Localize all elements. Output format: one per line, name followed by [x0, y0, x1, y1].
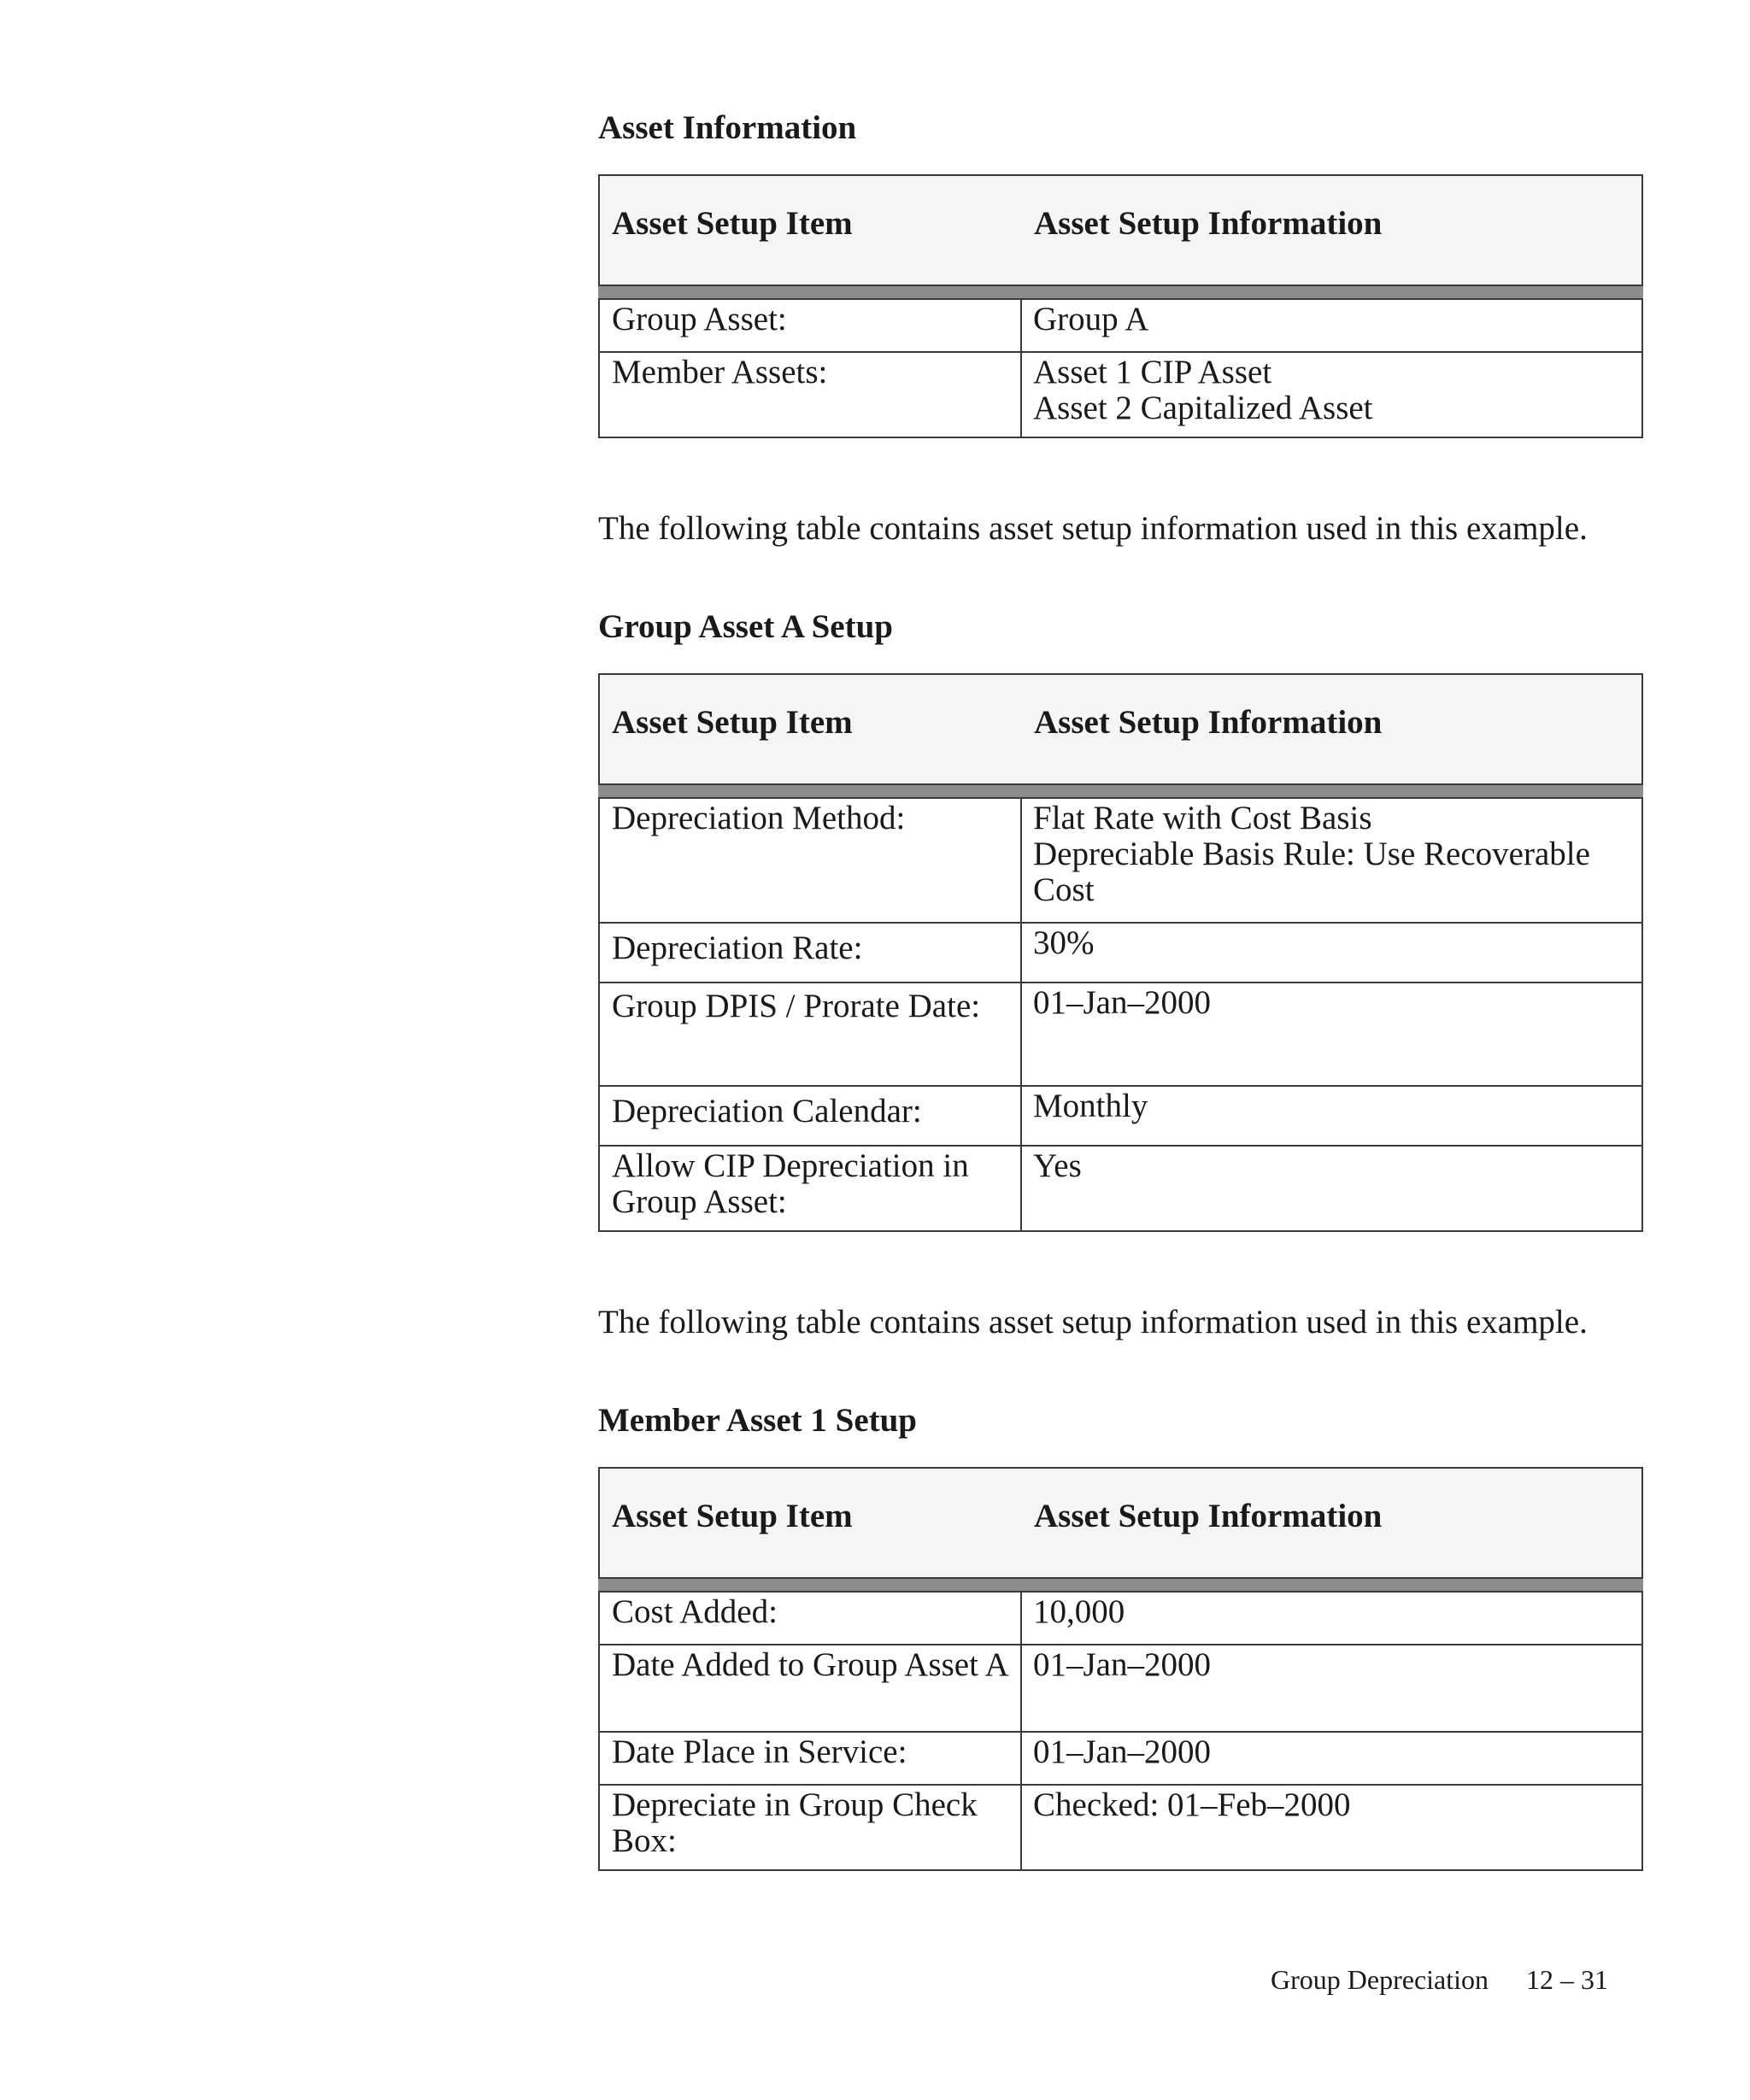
header-rule [598, 785, 1643, 797]
page-footer [1271, 1964, 1608, 1995]
table-row [600, 298, 1641, 351]
table-row [600, 1731, 1641, 1784]
row-item: Depreciate in Group Check Box: [600, 1786, 1022, 1869]
row-info: Asset 1 CIP Asset Asset 2 Capitalized Asset [1033, 354, 1373, 426]
column-header-item: Asset Setup Item [612, 205, 853, 242]
column-header-item: Asset Setup Item [612, 1498, 853, 1534]
footer-page-number: 12 – 31 [1526, 1964, 1609, 1995]
row-info: Checked: 01–Feb–2000 [1033, 1786, 1351, 1823]
table-row [600, 1145, 1641, 1230]
table-header [598, 673, 1643, 785]
column-header-item: Asset Setup Item [612, 704, 853, 741]
row-info: 30% [1033, 924, 1095, 961]
table-row [600, 1644, 1641, 1731]
table-group-asset-a-setup [598, 673, 1643, 1232]
column-header-information: Asset Setup Information [1034, 205, 1383, 242]
column-header-information: Asset Setup Information [1034, 1498, 1383, 1534]
row-info: 10,000 [1033, 1593, 1125, 1630]
intro-paragraph: The following table contains asset setup information used in this example. [598, 1304, 1588, 1340]
row-info: Yes [1033, 1147, 1082, 1184]
row-item: Group DPIS / Prorate Date: [600, 983, 1022, 1085]
table-body [598, 298, 1643, 438]
intro-paragraph: The following table contains asset setup information used in this example. [598, 510, 1588, 547]
table-member-asset-1-setup [598, 1467, 1643, 1871]
column-header-information: Asset Setup Information [1034, 704, 1383, 741]
table-row [600, 1784, 1641, 1869]
row-item: Allow CIP Depreciation in Group Asset: [600, 1147, 1022, 1230]
row-info: 01–Jan–2000 [1033, 984, 1211, 1021]
table-row [600, 982, 1641, 1085]
table-row [600, 1591, 1641, 1644]
row-item: Depreciation Calendar: [600, 1087, 1022, 1145]
row-item: Depreciation Rate: [600, 924, 1022, 982]
table-body [598, 1591, 1643, 1871]
table-row [600, 922, 1641, 982]
table-row [600, 1085, 1641, 1145]
row-info: 01–Jan–2000 [1033, 1733, 1211, 1770]
table-row [600, 797, 1641, 922]
row-item: Depreciation Method: [600, 799, 1022, 922]
section-title-asset-information: Asset Information [598, 109, 857, 146]
header-rule [598, 1579, 1643, 1591]
row-item: Date Added to Group Asset A [600, 1645, 1022, 1731]
table-header [598, 174, 1643, 286]
table-asset-information [598, 174, 1643, 438]
footer-chapter-title: Group Depreciation [1271, 1964, 1489, 1995]
header-rule [598, 286, 1643, 298]
row-item: Cost Added: [600, 1593, 1022, 1644]
row-item: Date Place in Service: [600, 1733, 1022, 1784]
section-title-member-asset-1-setup: Member Asset 1 Setup [598, 1402, 917, 1439]
row-item: Group Asset: [600, 300, 1022, 351]
row-info: 01–Jan–2000 [1033, 1646, 1211, 1683]
row-item: Member Assets: [600, 353, 1022, 437]
row-info: Group A [1033, 301, 1149, 337]
table-row [600, 351, 1641, 437]
row-info: Flat Rate with Cost Basis Depreciable Basis Rule: Use Recoverable Cost [1033, 800, 1590, 908]
row-info: Monthly [1033, 1088, 1148, 1124]
section-title-group-asset-a-setup: Group Asset A Setup [598, 608, 893, 645]
table-header [598, 1467, 1643, 1579]
table-body [598, 797, 1643, 1232]
